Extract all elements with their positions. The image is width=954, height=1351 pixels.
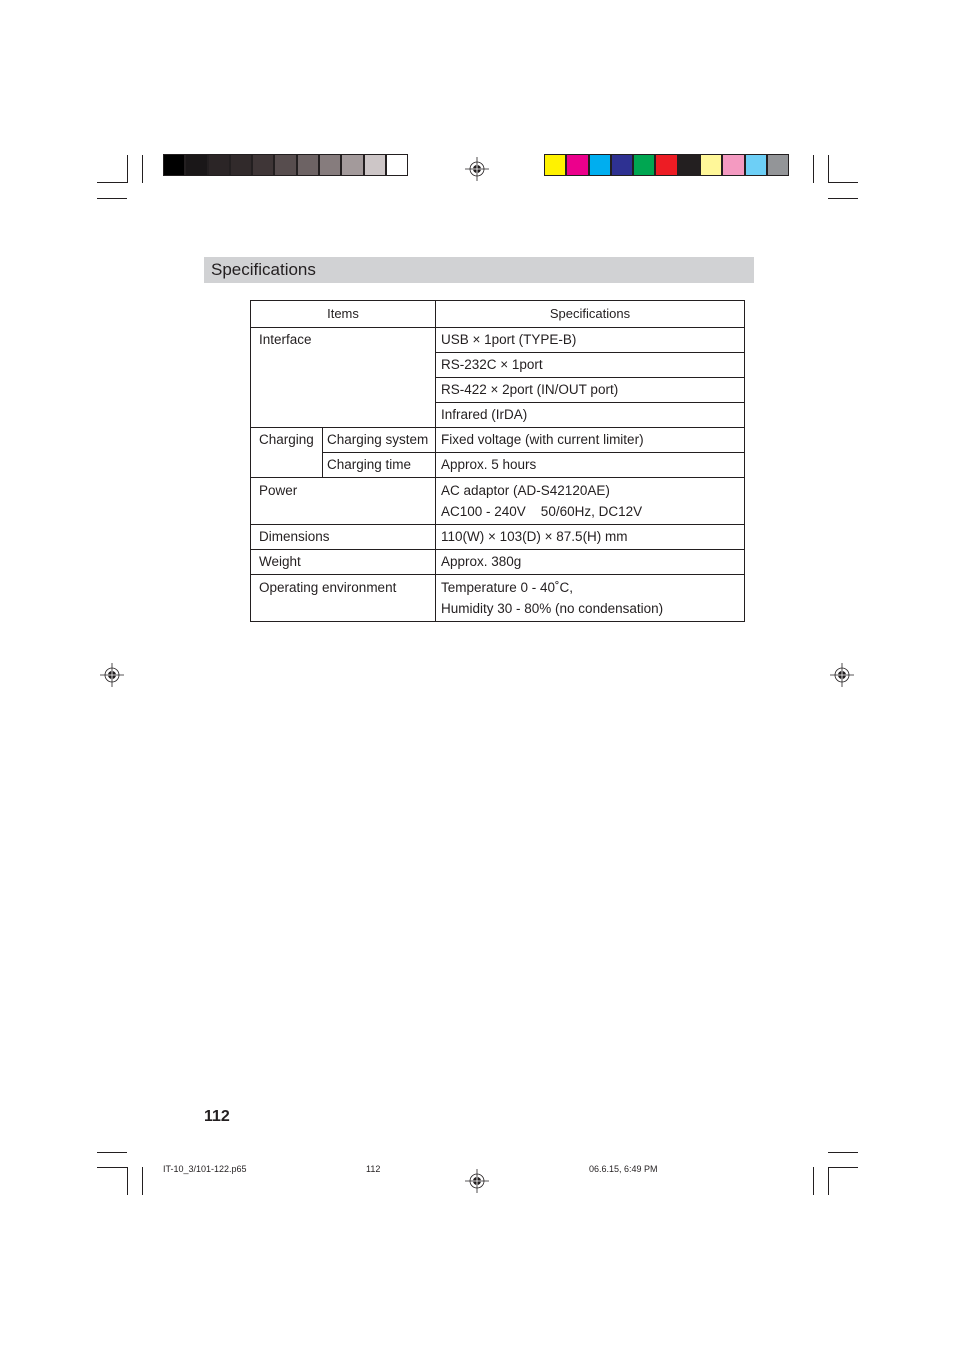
crop-mark xyxy=(97,182,127,183)
crop-mark xyxy=(828,1167,829,1195)
color-swatch xyxy=(589,154,611,176)
color-swatch xyxy=(566,154,588,176)
environment-value xyxy=(436,575,745,622)
color-swatch xyxy=(274,154,296,176)
color-swatch xyxy=(297,154,319,176)
power-label: Power xyxy=(251,478,436,525)
color-swatch xyxy=(722,154,744,176)
crop-mark xyxy=(127,1167,128,1195)
crop-mark xyxy=(97,1167,127,1168)
registration-mark-icon xyxy=(465,1169,489,1193)
power-line: AC100 - 240V 50/60Hz, DC12V xyxy=(441,504,643,519)
interface-label: Interface xyxy=(251,328,436,428)
color-swatch xyxy=(655,154,677,176)
environment-line: Temperature 0 - 40˚C, xyxy=(441,580,574,595)
table-row xyxy=(251,575,745,622)
table-header-row xyxy=(251,301,745,328)
table-row xyxy=(251,525,745,550)
color-swatch xyxy=(319,154,341,176)
color-swatch xyxy=(767,154,789,176)
color-swatch xyxy=(341,154,363,176)
crop-mark xyxy=(127,155,128,183)
color-swatch xyxy=(230,154,252,176)
color-swatch xyxy=(252,154,274,176)
crop-mark xyxy=(828,1167,858,1168)
crop-mark xyxy=(828,198,858,199)
crop-mark xyxy=(828,182,858,183)
crop-mark xyxy=(142,155,143,183)
color-swatch xyxy=(544,154,566,176)
color-swatch xyxy=(185,154,207,176)
weight-label: Weight xyxy=(251,550,436,575)
dimensions-label: Dimensions xyxy=(251,525,436,550)
registration-mark-icon xyxy=(830,663,854,687)
process-color-bar xyxy=(544,154,789,176)
header-specifications: Specifications xyxy=(436,301,745,328)
crop-mark xyxy=(97,1152,127,1153)
charging-label: Charging xyxy=(251,428,323,478)
color-swatch xyxy=(163,154,185,176)
environment-label: Operating environment xyxy=(251,575,436,622)
crop-mark xyxy=(813,155,814,183)
power-line: AC adaptor (AD-S42120AE) xyxy=(441,483,610,498)
table-row xyxy=(251,478,745,525)
color-swatch xyxy=(208,154,230,176)
registration-mark-icon xyxy=(100,663,124,687)
charging-system-value: Fixed voltage (with current limiter) xyxy=(436,428,745,453)
power-value xyxy=(436,478,745,525)
table-row xyxy=(251,453,745,478)
section-title-bar xyxy=(204,257,754,283)
header-items: Items xyxy=(251,301,436,328)
charging-time-label: Charging time xyxy=(323,453,436,478)
interface-value: Infrared (IrDA) xyxy=(436,403,745,428)
page-number: 112 xyxy=(204,1108,230,1125)
weight-value: Approx. 380g xyxy=(436,550,745,575)
table-row xyxy=(251,328,745,353)
footer-timestamp: 06.6.15, 6:49 PM xyxy=(589,1164,658,1174)
interface-value: RS-232C × 1port xyxy=(436,353,745,378)
environment-line: Humidity 30 - 80% (no condensation) xyxy=(441,601,664,616)
interface-value: USB × 1port (TYPE-B) xyxy=(436,328,745,353)
table-row xyxy=(251,428,745,453)
footer-file: IT-10_3/101-122.p65 xyxy=(163,1164,247,1174)
crop-mark xyxy=(97,198,127,199)
color-swatch xyxy=(386,154,408,176)
crop-mark xyxy=(142,1167,143,1195)
charging-time-value: Approx. 5 hours xyxy=(436,453,745,478)
footer-page: 112 xyxy=(366,1164,381,1174)
color-swatch xyxy=(364,154,386,176)
color-swatch xyxy=(700,154,722,176)
color-swatch xyxy=(633,154,655,176)
dimensions-value: 110(W) × 103(D) × 87.5(H) mm xyxy=(436,525,745,550)
crop-mark xyxy=(828,155,829,183)
color-swatch xyxy=(745,154,767,176)
grayscale-color-bar xyxy=(163,154,408,176)
charging-system-label: Charging system xyxy=(323,428,436,453)
crop-mark xyxy=(813,1167,814,1195)
table-row xyxy=(251,550,745,575)
registration-mark-icon xyxy=(465,157,489,181)
section-title: Specifications xyxy=(211,260,316,279)
color-swatch xyxy=(678,154,700,176)
crop-mark xyxy=(828,1152,858,1153)
color-swatch xyxy=(611,154,633,176)
specifications-table xyxy=(250,300,745,622)
interface-value: RS-422 × 2port (IN/OUT port) xyxy=(436,378,745,403)
